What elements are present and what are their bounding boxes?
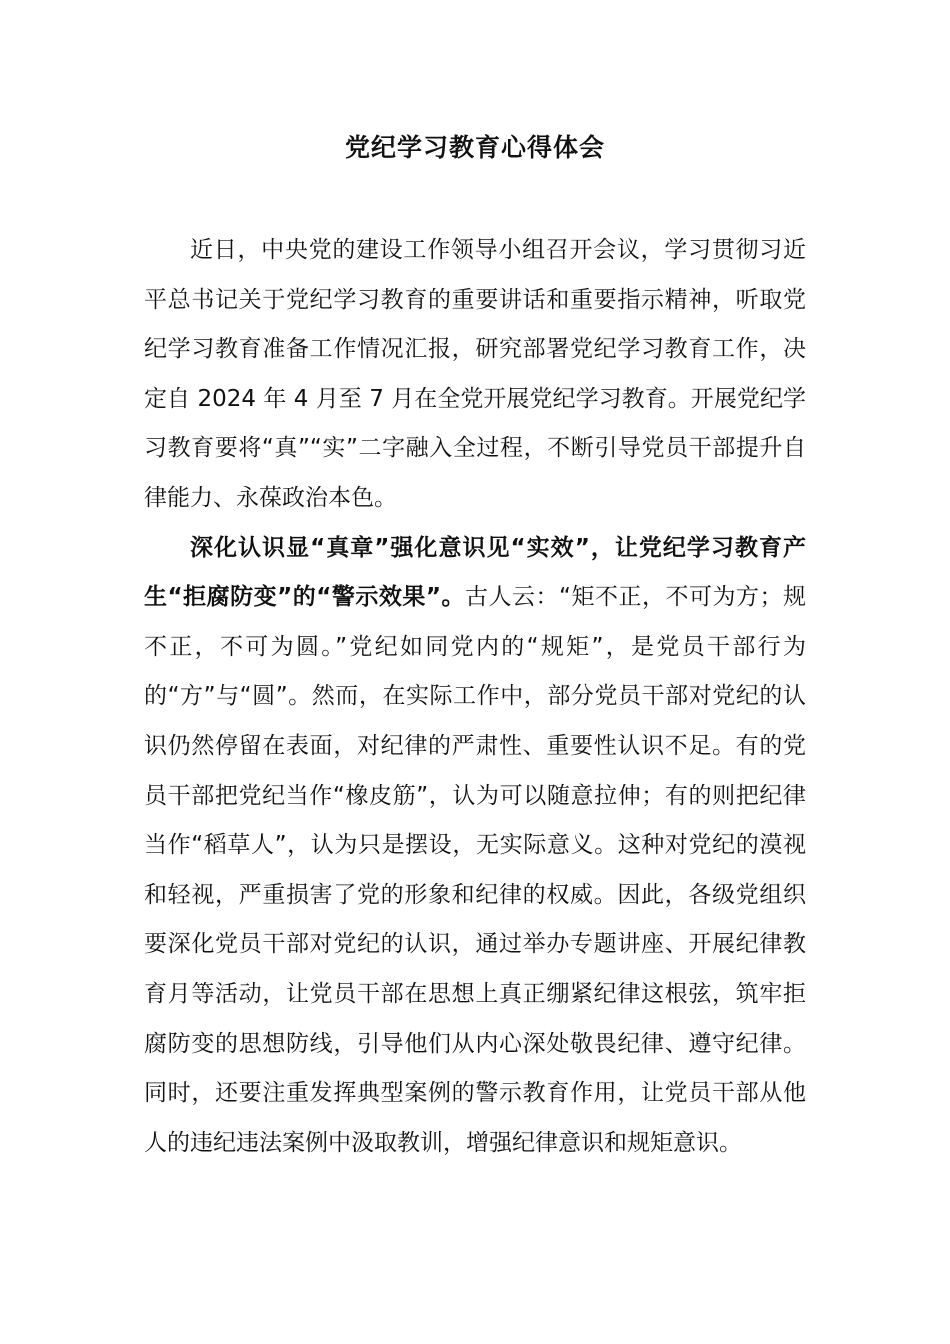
document-title: 党纪学习教育心得体会 — [344, 133, 605, 162]
paragraph-intro — [144, 226, 806, 524]
paragraph-discipline-awareness — [144, 524, 806, 1169]
paragraph-discipline-awareness-text: 古人云：“矩不正，不可为方；规不正，不可为圆。”党纪如同党内的“规矩”，是党员干部行为的“方”与“圆”。然而，在实际工作中，部分党员干部对党纪的认识仍然停留在表面，对纪律的严肃性、重要性认识不足。有的党员干部把党纪当作“橡皮筋”，认为可以随意拉伸；有的则把纪律当作“稻草人”，认为只是摆设，无实际意义。这种对党纪的漠视和轻视，严重损害了党的形象和纪律的权威。因此，各级党组织要深化党员干部对党纪的认识，通过举办专题讲座、开展纪律教育月等活动，让党员干部在思想上真正绷紧纪律这根弦，筑牢拒腐防变的思想防线，引导他们从内心深处敬畏纪律、遵守纪律。同时，还要注重发挥典型案例的警示教育作用，让党员干部从他人的违纪违法案例中汲取教训，增强纪律意识和规矩意识。 — [144, 584, 806, 1156]
paragraph-intro-text: 近日，中央党的建设工作领导小组召开会议，学习贯彻习近平总书记关于党纪学习教育的重要讲话和重要指示精神，听取党纪学习教育准备工作情况汇报，研究部署党纪学习教育工作，决定自 2024 年 4 月至 7 月在全党开展党纪学习教育。开展党纪学习教育要将“真”“实”二字融入全过程，不断引导党员干部提升自律能力、永葆政治本色。 — [144, 237, 806, 511]
document-body — [144, 226, 806, 1168]
paragraph-lead-heading: 深化认识显“真章”强化意识见“实效”，让党纪学习教育产生“拒腐防变”的“警示效果”。 — [144, 534, 806, 611]
